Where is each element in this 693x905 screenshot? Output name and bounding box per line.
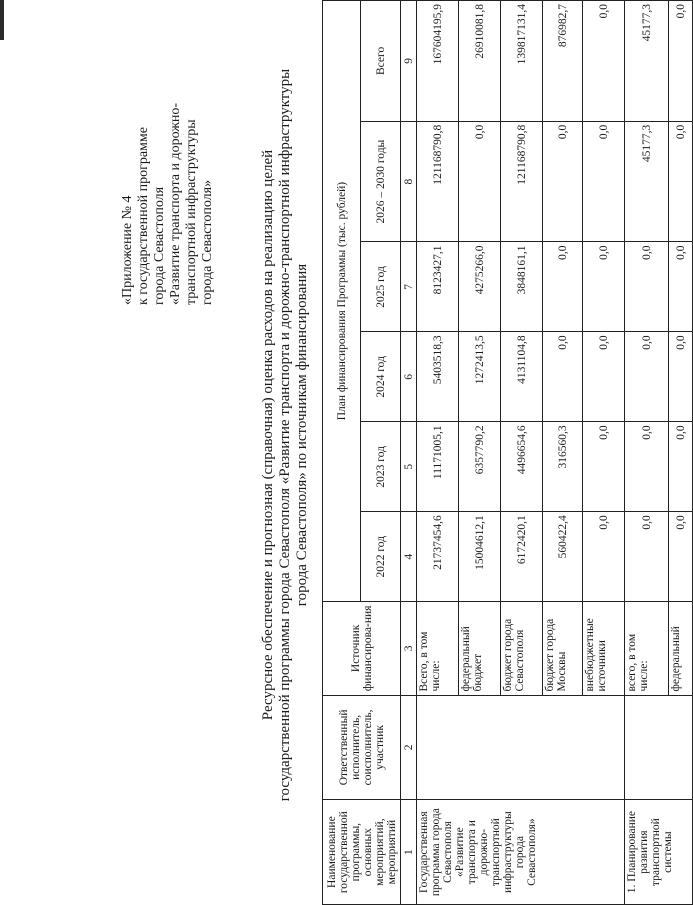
source-cell: бюджет города Москвы — [543, 602, 583, 695]
value-cell: 0,0 — [669, 422, 693, 512]
value-cell: 560422,4 — [543, 512, 583, 602]
program-name: Государственная программа города Севастополя «Развитие транспорта и дорожно-транспортной инфраструктуры города Севастополя» — [417, 800, 625, 905]
value-cell: 3848161,1 — [501, 242, 543, 332]
value-cell: 0,0 — [583, 1, 625, 122]
header-plan: План финансирования Программы (тыс. рублей) — [323, 1, 361, 602]
value-cell: 4496654,6 — [501, 422, 543, 512]
funding-table — [322, 0, 693, 905]
value-cell: 876982,7 — [543, 1, 583, 122]
title-line: государственной программы города Севастополя «Развитие транспорта и дорожно-транспортной инфраструктуры — [277, 68, 293, 802]
value-cell: 139817131,4 — [501, 1, 543, 122]
value-cell: 0,0 — [543, 121, 583, 242]
value-cell: 0,0 — [625, 332, 669, 422]
value-cell: 21737454,6 — [417, 512, 459, 602]
value-cell: 0,0 — [625, 242, 669, 332]
header-executor: Ответственный исполнитель, соисполнитель, участник — [323, 695, 401, 800]
appendix-line: «Приложение № 4 — [120, 195, 135, 305]
value-cell: 5403518,3 — [417, 332, 459, 422]
header-source: Источник финансирова-ния — [323, 602, 401, 695]
value-cell: 0,0 — [669, 332, 693, 422]
value-cell: 0,0 — [583, 332, 625, 422]
value-cell: 0,0 — [625, 512, 669, 602]
value-cell: 167604195,9 — [417, 1, 459, 122]
column-number: 5 — [401, 422, 417, 512]
value-cell: 4131104,8 — [501, 332, 543, 422]
value-cell: 0,0 — [583, 422, 625, 512]
value-cell: 0,0 — [669, 121, 693, 242]
header-total: Всего — [361, 1, 401, 122]
program-executor — [417, 695, 625, 800]
value-cell: 0,0 — [583, 242, 625, 332]
event-name: 1. Планирование развития транспортной системы — [625, 800, 693, 905]
value-cell: 0,0 — [625, 422, 669, 512]
value-cell: 15004612,1 — [459, 512, 501, 602]
appendix-line: к государственной программе — [136, 127, 151, 305]
column-number: 1 — [401, 800, 417, 905]
column-number: 8 — [401, 121, 417, 242]
value-cell: 6172420,1 — [501, 512, 543, 602]
value-cell: 0,0 — [583, 512, 625, 602]
header-year: 2026 – 2030 годы — [361, 121, 401, 242]
source-cell: федеральный бюджет — [459, 602, 501, 695]
value-cell: 0,0 — [543, 332, 583, 422]
event-executor — [625, 695, 693, 800]
column-number: 4 — [401, 512, 417, 602]
value-cell: 4275266,0 — [459, 242, 501, 332]
source-cell: Всего, в том числе: — [417, 602, 459, 695]
title-line: Ресурсное обеспечение и прогнозная (справочная) оценка расходов на реализацию целей — [260, 149, 276, 721]
value-cell: 121168790,8 — [501, 121, 543, 242]
value-cell: 0,0 — [543, 242, 583, 332]
value-cell: 0,0 — [583, 121, 625, 242]
value-cell: 45177,3 — [625, 1, 669, 122]
source-cell: бюджет города Севастополя — [501, 602, 543, 695]
value-cell: 8123427,1 — [417, 242, 459, 332]
title-line: города Севастополя» по источникам финансирования — [294, 263, 310, 607]
value-cell: 0,0 — [669, 512, 693, 602]
value-cell: 11171005,1 — [417, 422, 459, 512]
header-year: 2023 год — [361, 422, 401, 512]
appendix-line: города Севастополя — [152, 186, 167, 305]
appendix-line: «Развитие транспорта и дорожно- — [168, 102, 183, 305]
source-cell: федеральный — [669, 602, 693, 695]
appendix-line: транспортной инфраструктуры — [184, 119, 199, 305]
header-year: 2024 год — [361, 332, 401, 422]
value-cell: 6357790,2 — [459, 422, 501, 512]
value-cell: 121168790,8 — [417, 121, 459, 242]
value-cell: 26910081,8 — [459, 1, 501, 122]
column-number: 3 — [401, 602, 417, 695]
document-title — [260, 5, 311, 865]
column-number: 2 — [401, 695, 417, 800]
appendix-line: города Севастополя» — [200, 179, 215, 305]
value-cell: 0,0 — [669, 1, 693, 122]
table-row — [625, 1, 669, 905]
column-number: 7 — [401, 242, 417, 332]
header-year: 2022 год — [361, 512, 401, 602]
value-cell: 45177,3 — [625, 121, 669, 242]
column-number: 9 — [401, 1, 417, 122]
value-cell: 0,0 — [459, 121, 501, 242]
source-cell: всего, в том числе: — [625, 602, 669, 695]
value-cell: 1272413,5 — [459, 332, 501, 422]
source-cell: внебюджетные источники — [583, 602, 625, 695]
value-cell: 316560,3 — [543, 422, 583, 512]
column-number: 6 — [401, 332, 417, 422]
value-cell: 0,0 — [669, 242, 693, 332]
header-year: 2025 год — [361, 242, 401, 332]
header-name: Наименование государственной программы, основных мероприятий, мероприятий — [323, 800, 401, 905]
appendix-header — [120, 5, 216, 305]
table-row — [417, 1, 459, 905]
